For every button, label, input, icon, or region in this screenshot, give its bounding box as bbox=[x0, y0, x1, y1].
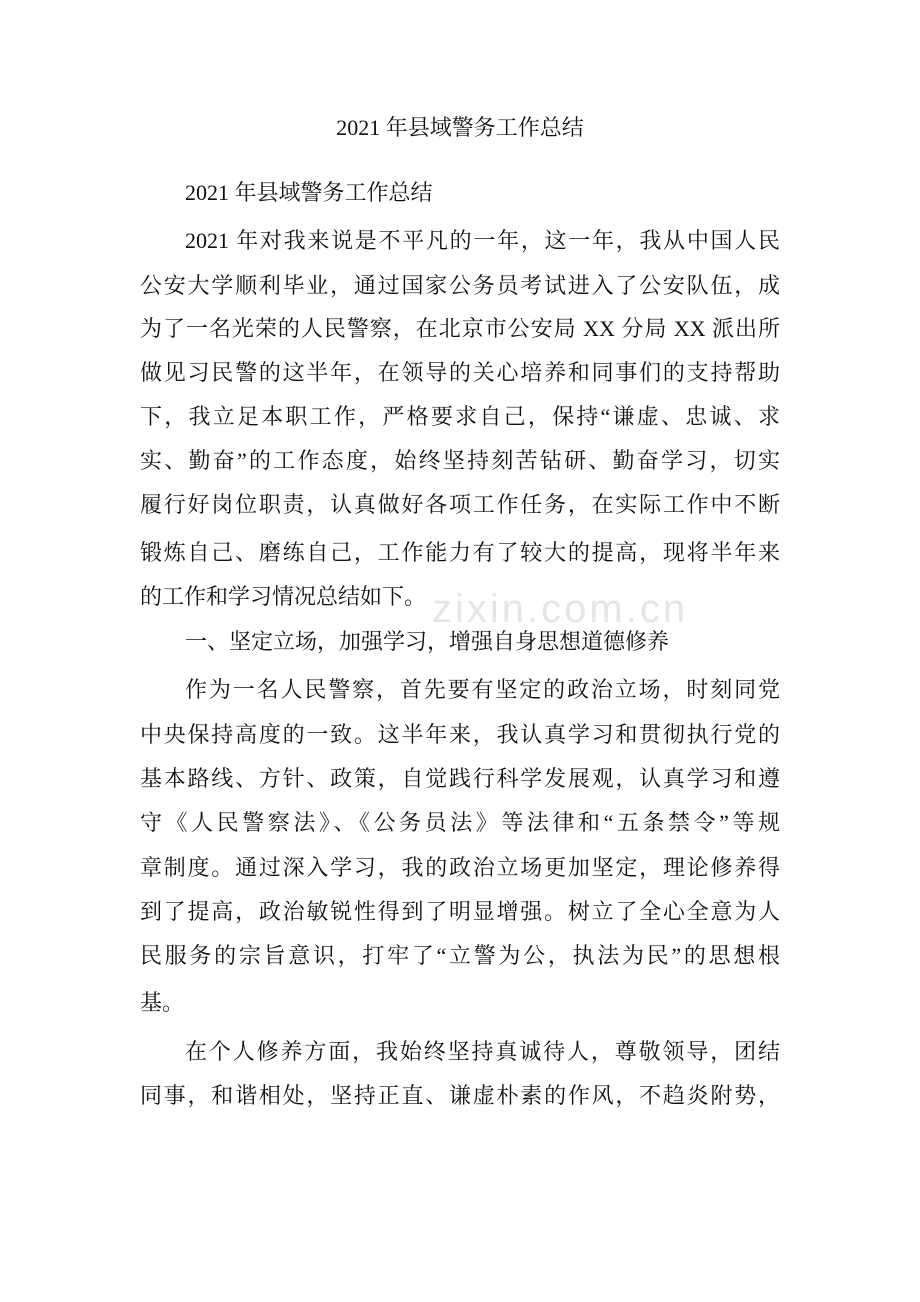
text-line: 下，我立足本职工作，严格要求自己，保持“谦虚、忠诚、求 bbox=[140, 404, 780, 429]
text-line: 实、勤奋”的工作态度，始终坚持刻苦钻研、勤奋学习，切实 bbox=[140, 448, 780, 473]
text-line: 中央保持高度的一致。这半年来，我认真学习和贯彻执行党的 bbox=[140, 722, 780, 747]
text-line: 2021 年对我来说是不平凡的一年，这一年，我从中国人民 bbox=[185, 228, 780, 253]
document-subtitle: 2021 年县域警务工作总结 bbox=[185, 180, 433, 205]
text-line: 章制度。通过深入学习，我的政治立场更加坚定，理论修养得 bbox=[140, 855, 780, 880]
text-line: 做见习民警的这半年，在领导的关心培养和同事们的支持帮助 bbox=[140, 360, 780, 385]
text-line: 为了一名光荣的人民警察，在北京市公安局 XX 分局 XX 派出所 bbox=[140, 316, 780, 341]
text-line: 履行好岗位职责，认真做好各项工作任务，在实际工作中不断 bbox=[140, 492, 780, 517]
watermark: zixin.com.cn bbox=[432, 587, 689, 631]
text-line: 在个人修养方面，我始终坚持真诚待人，尊敬领导，团结 bbox=[185, 1039, 780, 1064]
text-line: 民服务的宗旨意识，打牢了“立警为公，执法为民”的思想根 bbox=[140, 943, 780, 968]
document-title: 2021 年县域警务工作总结 bbox=[336, 115, 584, 140]
text-line: 锻炼自己、磨练自己，工作能力有了较大的提高，现将半年来 bbox=[140, 540, 780, 565]
text-line: 基。 bbox=[140, 990, 185, 1015]
text-line: 公安大学顺利毕业，通过国家公务员考试进入了公安队伍，成 bbox=[140, 273, 780, 298]
text-line: 的工作和学习情况总结如下。 bbox=[140, 584, 427, 609]
text-line: 守《人民警察法》、《公务员法》等法律和“五条禁令”等规 bbox=[140, 810, 780, 835]
text-line: 基本路线、方针、政策，自觉践行科学发展观，认真学习和遵 bbox=[140, 766, 780, 791]
text-line: 同事，和谐相处，坚持正直、谦虚朴素的作风，不趋炎附势， bbox=[140, 1083, 780, 1108]
heading-line: 一、坚定立场，加强学习，增强自身思想道德修养 bbox=[185, 629, 670, 654]
text-line: 到了提高，政治敏锐性得到了明显增强。树立了全心全意为人 bbox=[140, 899, 780, 924]
text-line: 作为一名人民警察，首先要有坚定的政治立场，时刻同党 bbox=[185, 677, 780, 702]
